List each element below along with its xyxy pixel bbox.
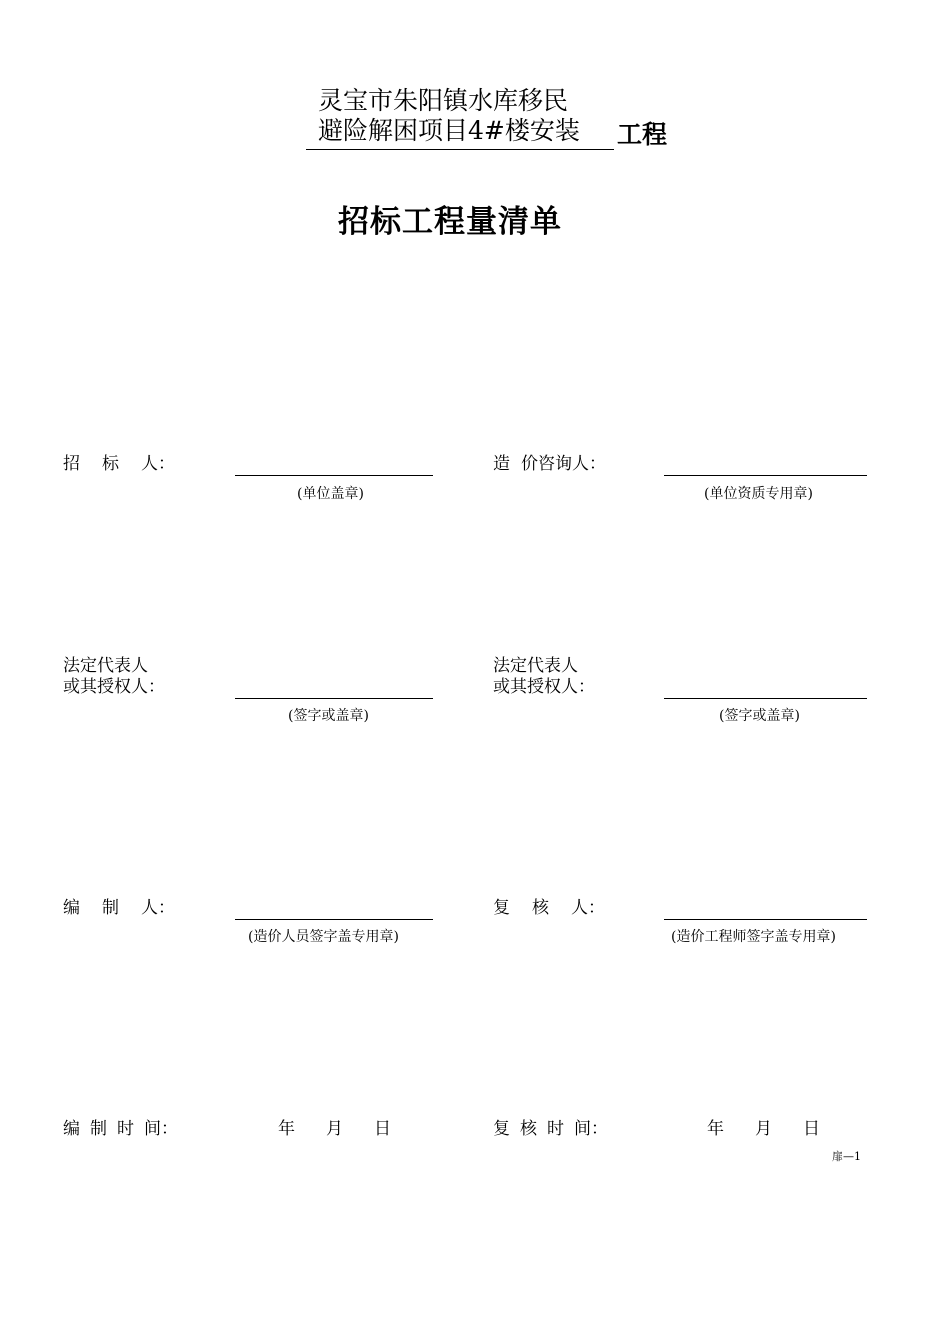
- prep-time-char-4: 间：: [144, 1119, 178, 1139]
- reviewer-label-char-2: 核: [532, 898, 549, 918]
- preparer-label-char-3: 人：: [141, 898, 175, 918]
- review-time-char-2: 核: [520, 1119, 537, 1139]
- project-name-line-1: 灵宝市朱阳镇水库移民: [318, 86, 569, 115]
- page-title: 招标工程量清单: [338, 204, 562, 240]
- left-legal-rep-signature-line: [235, 698, 433, 699]
- reviewer-signature-line: [664, 919, 867, 920]
- page-code: 扉—1: [832, 1150, 861, 1163]
- right-legal-rep-signature-line: [664, 698, 867, 699]
- preparer-label-char-1: 编: [63, 898, 80, 918]
- prep-time-char-2: 制: [90, 1119, 107, 1139]
- review-time-char-3: 时: [547, 1119, 564, 1139]
- consultant-label-rest: 价咨询人：: [521, 454, 606, 474]
- project-suffix: 工程: [617, 120, 668, 149]
- consultant-signature-line: [664, 475, 867, 476]
- reviewer-label: [493, 898, 605, 919]
- prep-date-day: 日: [374, 1119, 391, 1139]
- tenderer-label-char-2: 标: [102, 454, 119, 474]
- review-time-char-1: 复: [493, 1119, 510, 1139]
- left-legal-rep-label-line-2: 或其授权人：: [63, 677, 165, 697]
- tenderer-label: [63, 454, 175, 475]
- right-legal-rep-label-line-1: 法定代表人: [493, 656, 578, 676]
- reviewer-note: (造价工程师签字盖专用章): [671, 929, 836, 945]
- review-time-label: [493, 1119, 608, 1140]
- consultant-label-char-1: 造: [493, 454, 510, 474]
- reviewer-label-char-3: 人：: [571, 898, 605, 918]
- tenderer-signature-line: [235, 475, 433, 476]
- tenderer-label-char-1: 招: [63, 454, 80, 474]
- left-legal-rep-note: (签字或盖章): [288, 708, 369, 724]
- left-legal-rep-label-line-1: 法定代表人: [63, 656, 148, 676]
- review-date-month: 月: [755, 1119, 772, 1139]
- review-date-year: 年: [707, 1119, 724, 1139]
- prep-time-label: [63, 1119, 178, 1140]
- project-name-underline: [306, 149, 614, 150]
- consultant-note: (单位资质专用章): [704, 486, 813, 502]
- right-legal-rep-label-line-2: 或其授权人：: [493, 677, 595, 697]
- prep-date-year: 年: [278, 1119, 295, 1139]
- prep-time-char-1: 编: [63, 1119, 80, 1139]
- right-legal-rep-note: (签字或盖章): [719, 708, 800, 724]
- reviewer-label-char-1: 复: [493, 898, 510, 918]
- preparer-label: [63, 898, 175, 919]
- review-date-day: 日: [803, 1119, 820, 1139]
- prep-date-month: 月: [326, 1119, 343, 1139]
- prep-time-char-3: 时: [117, 1119, 134, 1139]
- consultant-label: [493, 454, 606, 475]
- review-time-char-4: 间：: [574, 1119, 608, 1139]
- preparer-note: (造价人员签字盖专用章): [248, 929, 399, 945]
- preparer-signature-line: [235, 919, 433, 920]
- preparer-label-char-2: 制: [102, 898, 119, 918]
- project-name-line-2: 避险解困项目4#楼安装: [318, 116, 580, 145]
- tenderer-note: (单位盖章): [297, 486, 364, 502]
- tenderer-label-char-3: 人：: [141, 454, 175, 474]
